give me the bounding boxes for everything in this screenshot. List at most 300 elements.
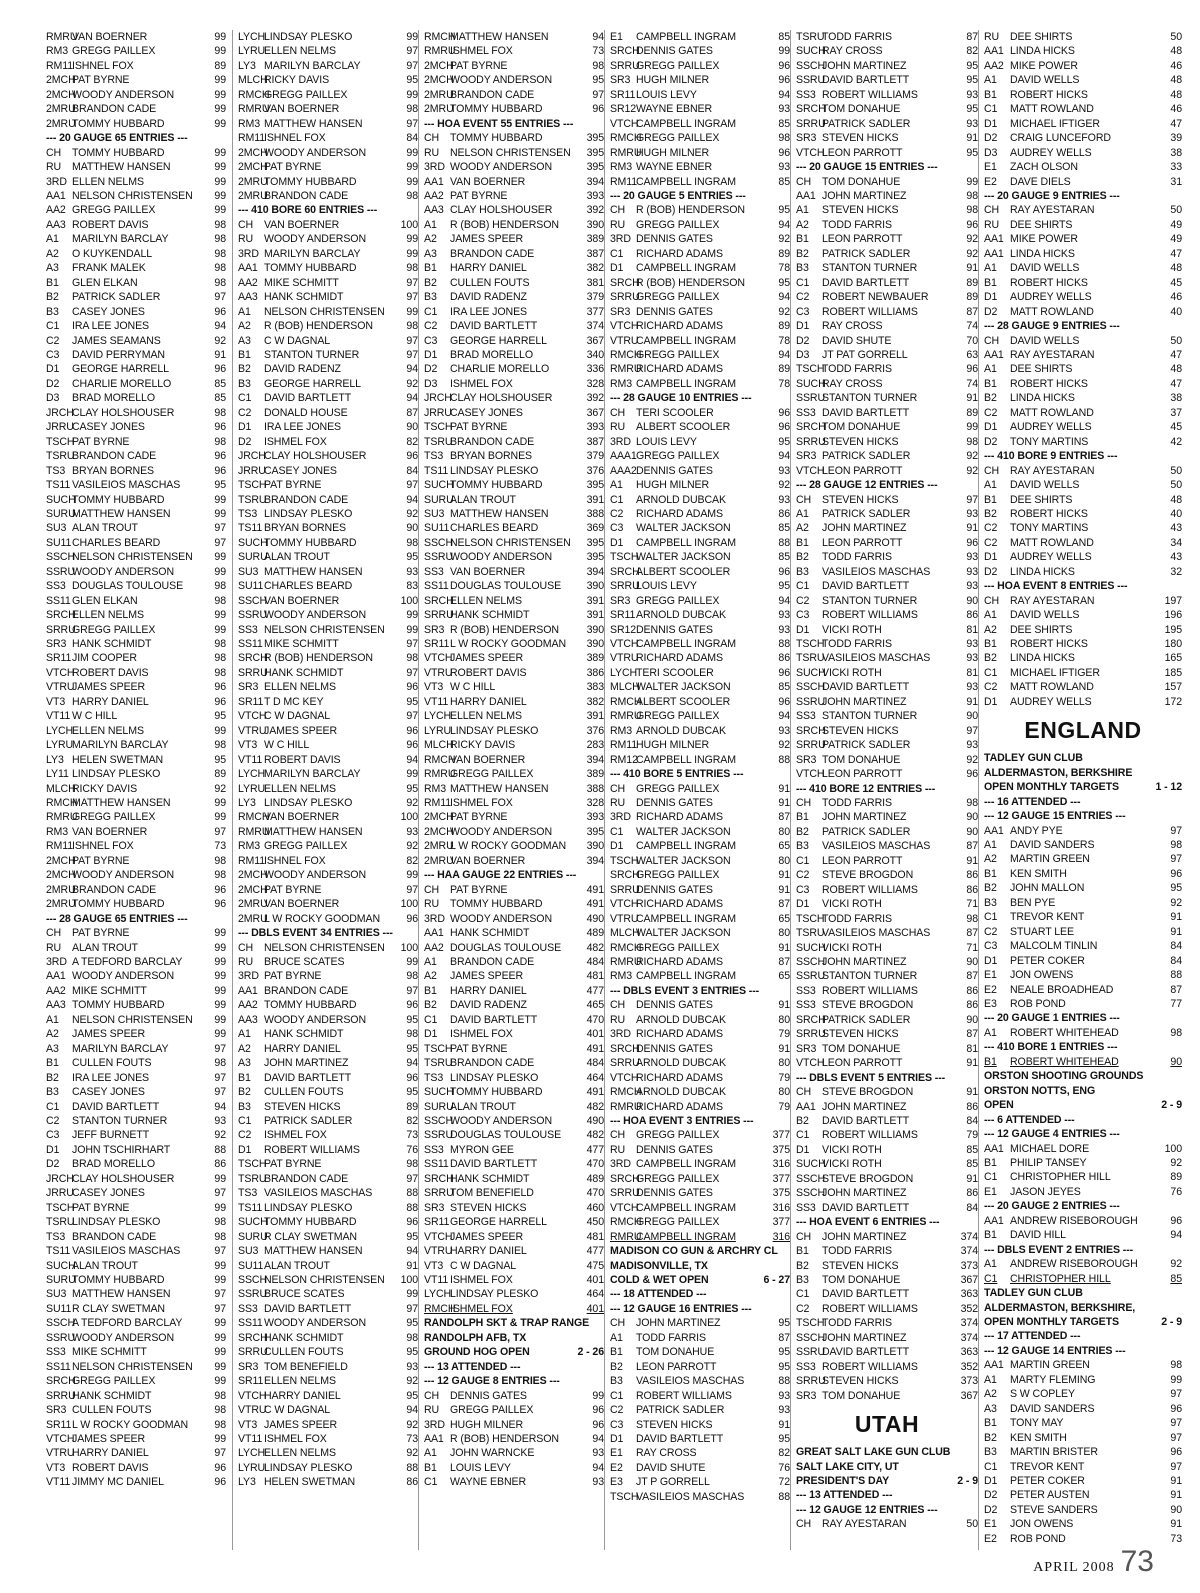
score: 96: [214, 464, 226, 477]
score: 91: [966, 262, 978, 275]
class-code: B3: [796, 1273, 809, 1286]
class-code: SUCH: [796, 666, 826, 679]
result-row: [610, 59, 790, 73]
shooter-name: JOHN MARTINEZ: [822, 59, 907, 72]
result-row: [610, 680, 790, 694]
result-row: [610, 203, 790, 217]
result-row: [238, 1215, 418, 1229]
shooter-name: TOMMY HUBBARD: [264, 536, 357, 549]
result-row: [46, 1259, 226, 1273]
event-header: --- 20 GAUGE 9 ENTRIES ---: [984, 189, 1120, 202]
result-row: [46, 1027, 226, 1041]
shooter-name: BRANDON CADE: [264, 493, 349, 506]
score: 98: [214, 435, 226, 448]
class-code: B2: [238, 363, 251, 376]
score: 84: [1170, 940, 1182, 953]
result-row: [984, 1170, 1182, 1184]
class-code: RM3: [46, 825, 69, 838]
class-code: B1: [424, 262, 437, 275]
result-row: [796, 969, 978, 983]
result-row: [238, 44, 418, 58]
class-code: RMRU: [424, 768, 456, 781]
score: 97: [406, 117, 418, 130]
score: 95: [406, 1230, 418, 1243]
score: 96: [1170, 867, 1182, 880]
shooter-name: CAMPBELL INGRAM: [636, 1158, 736, 1171]
shooter-name: DAVID RADENZ: [450, 291, 527, 304]
score: 481: [586, 1230, 604, 1243]
result-row: [984, 334, 1182, 348]
class-code: SSCH: [238, 1273, 268, 1286]
score: 90: [406, 522, 418, 535]
shooter-name: NELSON CHRISTENSEN: [72, 551, 193, 564]
score: 95: [592, 74, 604, 87]
class-code: SSRU: [796, 695, 826, 708]
shooter-name: GREGG PAILLEX: [636, 450, 720, 463]
shooter-name: TERI SCOOLER: [636, 666, 714, 679]
shooter-name: VASILEIOS MASCHAS: [822, 840, 931, 853]
class-code: C2: [796, 594, 810, 607]
score: 390: [586, 638, 604, 651]
class-code: C2: [984, 536, 998, 549]
class-code: B1: [984, 377, 997, 390]
result-row: [238, 1331, 418, 1345]
class-code: VTRU: [46, 681, 75, 694]
shooter-name: R CLAY SWETMAN: [72, 1302, 165, 1315]
class-code: C2: [610, 507, 624, 520]
score: 97: [214, 522, 226, 535]
result-row: [984, 146, 1182, 160]
shooter-name: LINDSAY PLESKO: [450, 724, 539, 737]
shooter-name: VICKI ROTH: [822, 941, 882, 954]
shooter-name: STEVE BROGDON: [822, 869, 914, 882]
shooter-name: DOUGLAS TOULOUSE: [450, 1129, 562, 1142]
class-code: C2: [424, 320, 438, 333]
shooter-name: RICHARD ADAMS: [636, 1100, 723, 1113]
result-row: [238, 1085, 418, 1099]
shooter-name: HELEN SWETMAN: [72, 753, 164, 766]
result-row: [610, 435, 790, 449]
score: 91: [966, 132, 978, 145]
score: 99: [406, 175, 418, 188]
result-row: [610, 449, 790, 463]
result-row: [984, 290, 1182, 304]
score: 95: [406, 1346, 418, 1359]
shooter-name: HARRY DANIEL: [450, 1245, 527, 1258]
class-code: VT11: [238, 1432, 263, 1445]
class-code: A1: [610, 1331, 623, 1344]
score: 87: [778, 1331, 790, 1344]
score: 87: [778, 811, 790, 824]
result-row: [610, 1418, 790, 1432]
score: 74: [966, 377, 978, 390]
shooter-name: STEVEN HICKS: [822, 204, 899, 217]
result-row: [796, 1114, 978, 1128]
result-row: [46, 146, 226, 160]
class-code: C1: [796, 1129, 810, 1142]
shooter-name: ALAN TROUT: [450, 493, 516, 506]
score: 96: [406, 739, 418, 752]
shooter-name: BRANDON CADE: [264, 1172, 349, 1185]
class-code: LY3: [238, 59, 256, 72]
score: 99: [214, 551, 226, 564]
result-row: [984, 896, 1182, 910]
class-code: CH: [610, 999, 626, 1012]
class-code: VTCH: [424, 1230, 453, 1243]
class-code: LY3: [238, 797, 256, 810]
class-code: RU: [610, 797, 626, 810]
shooter-name: PAT BYRNE: [72, 435, 130, 448]
shooter-name: TOMMY HUBBARD: [72, 1273, 165, 1286]
result-row: [796, 897, 978, 911]
shooter-name: JIMMY MC DANIEL: [72, 1476, 164, 1489]
score: 83: [406, 580, 418, 593]
class-code: AA1: [984, 348, 1004, 361]
result-row: [984, 1358, 1182, 1372]
result-row: [424, 507, 604, 521]
shooter-name: TODD FARRIS: [822, 638, 892, 651]
result-row: [424, 435, 604, 449]
score: 97: [406, 1302, 418, 1315]
result-row: [238, 348, 418, 362]
result-row: [424, 608, 604, 622]
shooter-name: JOHN MARTINEZ: [822, 811, 907, 824]
result-row: [424, 218, 604, 232]
score: 89: [214, 768, 226, 781]
score: 39: [1170, 132, 1182, 145]
score: 98: [214, 262, 226, 275]
result-row: [46, 1461, 226, 1475]
shooter-name: ROBERT NEWBAUER: [822, 291, 929, 304]
shooter-name: MATTHEW HANSEN: [450, 31, 549, 43]
class-code: D1: [424, 1028, 438, 1041]
class-code: SUCH: [46, 1259, 76, 1272]
class-code: B2: [984, 1431, 997, 1444]
shooter-name: O KUYKENDALL: [72, 247, 153, 260]
score: 93: [214, 1114, 226, 1127]
shooter-name: DOUGLAS TOULOUSE: [450, 580, 562, 593]
result-row: [238, 637, 418, 651]
class-code: C1: [610, 247, 624, 260]
result-row: [424, 406, 604, 420]
class-code: AA2: [424, 941, 444, 954]
score: 100: [400, 594, 418, 607]
result-row: [238, 1114, 418, 1128]
score: 395: [586, 161, 604, 174]
shooter-name: WOODY ANDERSON: [264, 869, 367, 882]
result-row: [46, 1042, 226, 1056]
shooter-name: TOM DONAHUE: [822, 421, 901, 434]
result-row: [796, 73, 978, 87]
shooter-name: WALTER JACKSON: [636, 522, 731, 535]
class-code: TSCH: [46, 1201, 75, 1214]
shooter-name: WOODY ANDERSON: [450, 74, 553, 87]
shooter-name: TOMMY HUBBARD: [72, 146, 165, 159]
result-row: [46, 594, 226, 608]
class-code: JRCH: [238, 450, 266, 463]
class-code: A2: [984, 623, 997, 636]
result-row: [424, 854, 604, 868]
class-code: A2: [46, 1028, 59, 1041]
result-row: [796, 666, 978, 680]
result-row: [238, 1042, 418, 1056]
score: 96: [214, 898, 226, 911]
score: 84: [966, 1114, 978, 1127]
score: 180: [1164, 638, 1182, 651]
shooter-name: LINDSAY PLESKO: [264, 1201, 353, 1214]
result-row: [796, 44, 978, 58]
shooter-name: JAMES SEAMANS: [72, 334, 161, 347]
shooter-name: TOM BENEFIELD: [264, 1360, 348, 1373]
class-code: SRRU: [796, 1028, 826, 1041]
shooter-name: MARILYN BARCLAY: [264, 59, 361, 72]
shooter-name: MATTHEW HANSEN: [450, 782, 549, 795]
shooter-name: TOM DONAHUE: [636, 1346, 715, 1359]
score: 196: [1164, 609, 1182, 622]
result-row: [238, 695, 418, 709]
shooter-name: DENNIS GATES: [636, 305, 713, 318]
class-code: 2MRU: [238, 898, 268, 911]
class-code: 3RD: [46, 175, 67, 188]
score: 33: [1170, 161, 1182, 174]
score: 367: [586, 334, 604, 347]
shooter-name: MIKE POWER: [1010, 59, 1078, 72]
shooter-name: DENNIS GATES: [636, 999, 713, 1012]
shooter-name: HUGH MILNER: [636, 146, 710, 159]
result-row: [238, 1374, 418, 1388]
score: 489: [586, 1172, 604, 1185]
class-code: VTCH: [796, 1057, 825, 1070]
result-row: [238, 1100, 418, 1114]
result-row: [610, 738, 790, 752]
class-code: B1: [424, 984, 437, 997]
club-heading: MADISONVILLE, TX: [610, 1259, 708, 1272]
class-code: B2: [796, 1259, 809, 1272]
class-code: 3RD: [238, 970, 259, 983]
score: 394: [586, 854, 604, 867]
score: 98: [214, 652, 226, 665]
shooter-name: HANK SCHMIDT: [450, 1172, 530, 1185]
shooter-name: GREGG PAILLEX: [636, 218, 720, 231]
class-code: D1: [984, 117, 998, 130]
class-code: A1: [424, 1447, 437, 1460]
class-code: VT3: [238, 739, 258, 752]
shooter-name: LINDSAY PLESKO: [264, 31, 353, 43]
shooter-name: STEVEN HICKS: [822, 493, 899, 506]
result-row: [984, 637, 1182, 651]
class-code: SR3: [796, 1389, 817, 1402]
class-code: SR3: [46, 638, 67, 651]
class-code: SRRU: [46, 1389, 76, 1402]
score: 92: [966, 233, 978, 246]
shooter-name: CAMPBELL INGRAM: [636, 1201, 736, 1214]
result-row: [238, 1461, 418, 1475]
class-code: SUCH: [796, 941, 826, 954]
class-code: C3: [984, 940, 998, 953]
score: 98: [214, 247, 226, 260]
class-code: RMCH: [424, 753, 456, 766]
score: 97: [406, 1172, 418, 1185]
shooter-name: WOODY ANDERSON: [450, 551, 553, 564]
shooter-name: MARTIN GREEN: [1010, 1359, 1090, 1372]
shooter-name: STEVEN HICKS: [636, 1418, 713, 1431]
class-code: D1: [610, 536, 624, 549]
class-code: TSCH: [610, 551, 639, 564]
class-code: SRCH: [46, 609, 76, 622]
result-row: [984, 954, 1182, 968]
score: 96: [214, 1476, 226, 1489]
shooter-name: DAVID SANDERS: [1010, 1402, 1095, 1415]
score: 99: [406, 869, 418, 882]
score: 97: [1170, 824, 1182, 837]
class-code: B2: [424, 276, 437, 289]
shooter-name: GREGG PAILLEX: [636, 1129, 720, 1142]
result-row: [46, 334, 226, 348]
class-code: C1: [796, 276, 810, 289]
score: 374: [960, 1245, 978, 1258]
shooter-name: WOODY ANDERSON: [450, 161, 553, 174]
score: 85: [1170, 1272, 1182, 1285]
class-code: SS3: [238, 1302, 258, 1315]
result-row: [610, 839, 790, 853]
score: 82: [406, 854, 418, 867]
class-code: SSCH: [424, 1114, 454, 1127]
result-row: [46, 507, 226, 521]
event-header: --- DBLS EVENT 2 ENTRIES ---: [984, 1243, 1134, 1256]
result-row: [238, 782, 418, 796]
score: 97: [214, 825, 226, 838]
score: 98: [778, 132, 790, 145]
result-row: [610, 724, 790, 738]
class-code: VTCH: [610, 117, 639, 130]
shooter-name: LOUIS LEVY: [636, 88, 697, 101]
shooter-name: LEON PARROTT: [822, 536, 903, 549]
score: 328: [586, 797, 604, 810]
score: 99: [214, 1360, 226, 1373]
result-row: [46, 579, 226, 593]
shooter-name: HUGH MILNER: [636, 479, 710, 492]
shooter-name: STEVE BROGDON: [822, 1172, 914, 1185]
result-row: [610, 1403, 790, 1417]
score: 98: [214, 638, 226, 651]
result-row: [796, 102, 978, 116]
result-row: [46, 709, 226, 723]
class-code: TSCH: [424, 421, 453, 434]
shooter-name: ALBERT SCOOLER: [636, 565, 731, 578]
shooter-name: MATTHEW HANSEN: [72, 797, 171, 810]
class-code: D2: [984, 1503, 998, 1516]
class-code: TSCH: [796, 638, 825, 651]
shooter-name: CAMPBELL INGRAM: [636, 970, 736, 983]
result-row: [238, 305, 418, 319]
score: 99: [214, 493, 226, 506]
result-row: [46, 348, 226, 362]
result-row: [46, 796, 226, 810]
result-row: [984, 73, 1182, 87]
shooter-name: CASEY JONES: [450, 406, 523, 419]
result-row: [46, 102, 226, 116]
score: 42: [1170, 435, 1182, 448]
shooter-name: GREGG PAILLEX: [72, 45, 156, 58]
score: 316: [772, 1158, 790, 1171]
class-code: RMCH: [610, 695, 642, 708]
result-row: [424, 839, 604, 853]
shoot-name: OPEN MONTHLY TARGETS: [984, 781, 1119, 794]
score: 99: [1170, 1373, 1182, 1386]
class-code: RM3: [610, 377, 633, 390]
score: 99: [214, 31, 226, 43]
class-code: 2MCH: [46, 88, 76, 101]
result-row: [46, 1157, 226, 1171]
score: 92: [778, 305, 790, 318]
class-code: RU: [610, 218, 626, 231]
result-row: [238, 1273, 418, 1287]
class-code: RMRU: [610, 146, 642, 159]
class-code: SSCH: [796, 1331, 826, 1344]
score: 100: [400, 898, 418, 911]
score: 96: [778, 695, 790, 708]
event-header: --- 410 BORE 5 ENTRIES ---: [610, 768, 744, 781]
result-row: [238, 680, 418, 694]
result-row: [984, 1402, 1182, 1416]
score: 81: [966, 1042, 978, 1055]
shooter-name: RICHARD ADAMS: [636, 363, 723, 376]
score: 79: [966, 1129, 978, 1142]
class-code: C1: [984, 1460, 998, 1473]
class-code: AA1: [424, 927, 444, 940]
result-row: [46, 493, 226, 507]
result-row: [424, 44, 604, 58]
result-row: [796, 1143, 978, 1157]
score: 91: [966, 522, 978, 535]
shooter-name: TREVOR KENT: [1010, 911, 1085, 924]
class-code: VTRU: [46, 1447, 75, 1460]
shooter-name: TOMMY HUBBARD: [450, 103, 543, 116]
class-code: SSRU: [424, 1129, 454, 1142]
result-row: [238, 30, 418, 44]
class-code: SR11: [610, 609, 636, 622]
score: 65: [778, 912, 790, 925]
score: 99: [406, 305, 418, 318]
class-code: C2: [984, 925, 998, 938]
result-row: [610, 362, 790, 376]
score: 99: [778, 45, 790, 58]
class-code: VT11: [46, 1476, 71, 1489]
result-row: [796, 435, 978, 449]
shooter-name: TODD FARRIS: [822, 31, 892, 43]
score: 98: [406, 1028, 418, 1041]
result-row: [610, 420, 790, 434]
class-code: AA1: [984, 1142, 1004, 1155]
result-row: [46, 810, 226, 824]
result-row: [424, 464, 604, 478]
shooter-name: PETER AUSTEN: [1010, 1489, 1090, 1502]
class-code: 2MCH: [238, 161, 268, 174]
class-code: D1: [984, 551, 998, 564]
shooter-name: DEE SHIRTS: [1010, 363, 1073, 376]
score: 38: [1170, 392, 1182, 405]
shooter-name: PAT BYRNE: [72, 927, 130, 940]
result-row: [238, 1186, 418, 1200]
result-row: [238, 724, 418, 738]
shoot-title: [796, 1474, 978, 1488]
score: 99: [214, 1172, 226, 1185]
shooter-name: C W DAGNAL: [450, 1259, 517, 1272]
class-code: RMRU: [424, 45, 456, 58]
score: 99: [406, 609, 418, 622]
result-row: [238, 435, 418, 449]
result-row: [238, 998, 418, 1012]
